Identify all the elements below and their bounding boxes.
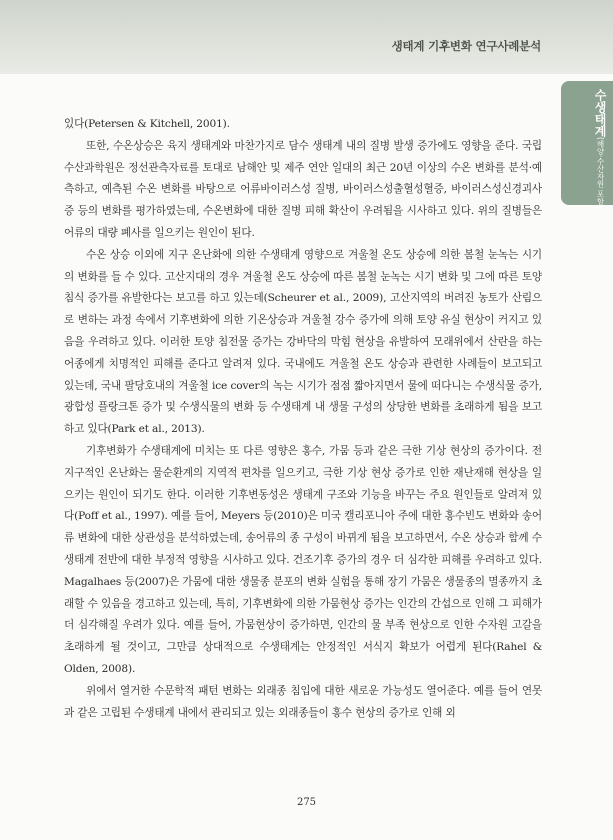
running-title: 생태계 기후변화 연구사례분석 — [391, 39, 541, 53]
paragraph-snowmelt: 수온 상승 이외에 지구 온난화에 의한 수생태계 영향으로 겨울철 온도 상승에 의한 봄철 눈녹는 시기의 변화를 들 수 있다. 고산지대의 경우 겨울철 온도 상승에 따른 봄철 눈녹는 시기 변화 및 그에 따른 토양 침식 증가를 유발한다는 보고를 하고 있는데(Scheurer et al., 2009), 고산지역의 버려진 농토가 산림으로 변하는 과정 속에서 기후변화에 의한 기온상승과 겨울철 강수 증가에 의해 토양 유실 현상이 커지고 있음을 우려하고 있다. 이러한 토양 침전물 증가는 강바닥의 막힘 현상을 유발하여 모래위에서 산란을 하는 어종에게 치명적인 피해를 준다고 알려져 있다. 국내에도 겨울철 온도 상승과 관련한 사례들이 보고되고 있는데, 국내 팔당호내의 겨울철 ice cover의 녹는 시기가 점점 짧아지면서 물에 떠다니는 수생식물 증가, 광합성 플랑크톤 증가 및 수생식물의 변화 등 수생태계 내 생물 구성의 상당한 변화를 초래하게 됨을 보고하고 있다(Park et al., 2013). — [64, 248, 542, 436]
chapter-side-tab-text — [571, 89, 607, 208]
paragraph-extreme-weather: 기후변화가 수생태계에 미치는 또 다른 영향은 홍수, 가뭄 등과 같은 극한 기상 현상의 증가이다. 전 지구적인 온난화는 물순환계의 지역적 편차를 일으키고, 극한 기상 현상 증가로 인한 재난재해 현상을 일으키는 원인이 되기도 한다. 이러한 기후변동성은 생태계 구조와 기능을 바꾸는 주요 원인들로 알려져 있다(Poff et al., 1997). 예를 들어, Meyers 등(2010)은 미국 캘리포니아 주에 대한 홍수빈도 변화와 송어류 변화에 대한 상관성을 분석하였는데, 송어류의 종 구성이 바뀌게 됨을 보고하면서, 수온 상승과 함께 수생태계 전반에 대한 부정적 영향을 시사하고 있다. 건조기후 증가의 경우 더 심각한 피해를 우려하고 있다. Magalhaes 등(2007)은 가뭄에 대한 생물종 분포의 변화 실험을 통해 장기 가뭄은 생물종의 멸종까지 초래할 수 있음을 경고하고 있는데, 특히, 기후변화에 의한 가뭄현상 증가는 인간의 간섭으로 인해 그 피해가 더 심각해질 우려가 있다. 예를 들어, 가뭄현상이 증가하면, 인간의 물 부족 현상으로 인한 수자원 고갈을 초래하게 될 것이고, 그만큼 상대적으로 수생태계는 안정적인 서식지 확보가 어렵게 된다(Rahel & Olden, 2008). — [64, 444, 542, 675]
paragraph-invasive-species: 위에서 열거한 수문학적 패턴 변화는 외래종 침입에 대한 새로운 가능성도 열어준다. 예를 들어 연못과 같은 고립된 수생태계 내에서 관리되고 있는 외래종들이 홍수 현상의 증가로 인해 외 — [64, 684, 542, 719]
chapter-tab-subtitle: (해양·수산자원 포함) — [596, 137, 605, 208]
paragraph-disease: 또한, 수온상승은 육지 생태계와 마찬가지로 담수 생태계 내의 질병 발생 증가에도 영향을 준다. 국립수산과학원은 정선관측자료를 토대로 남해안 및 제주 연안 일대의 최근 20년 이상의 수온 변화를 분석·예측하고, 예측된 수온 변화를 바탕으로 어류바이러스성 질병, 바이러스성출혈성혈증, 바이러스성신경괴사증 등의 변화를 평가하였는데, 수온변화에 대한 질병 피해 확산이 우려됨을 시사하고 있다. 위의 질병들은 어류의 대량 폐사를 일으키는 원인이 된다. — [64, 139, 542, 239]
chapter-tab-title: 수생태계 — [593, 89, 607, 137]
page-number: 275 — [296, 797, 317, 808]
paragraph-continuation: 있다(Petersen & Kitchell, 2001). — [64, 118, 230, 130]
header-band — [0, 0, 613, 74]
chapter-side-tab — [561, 81, 613, 208]
body-text — [64, 114, 542, 724]
